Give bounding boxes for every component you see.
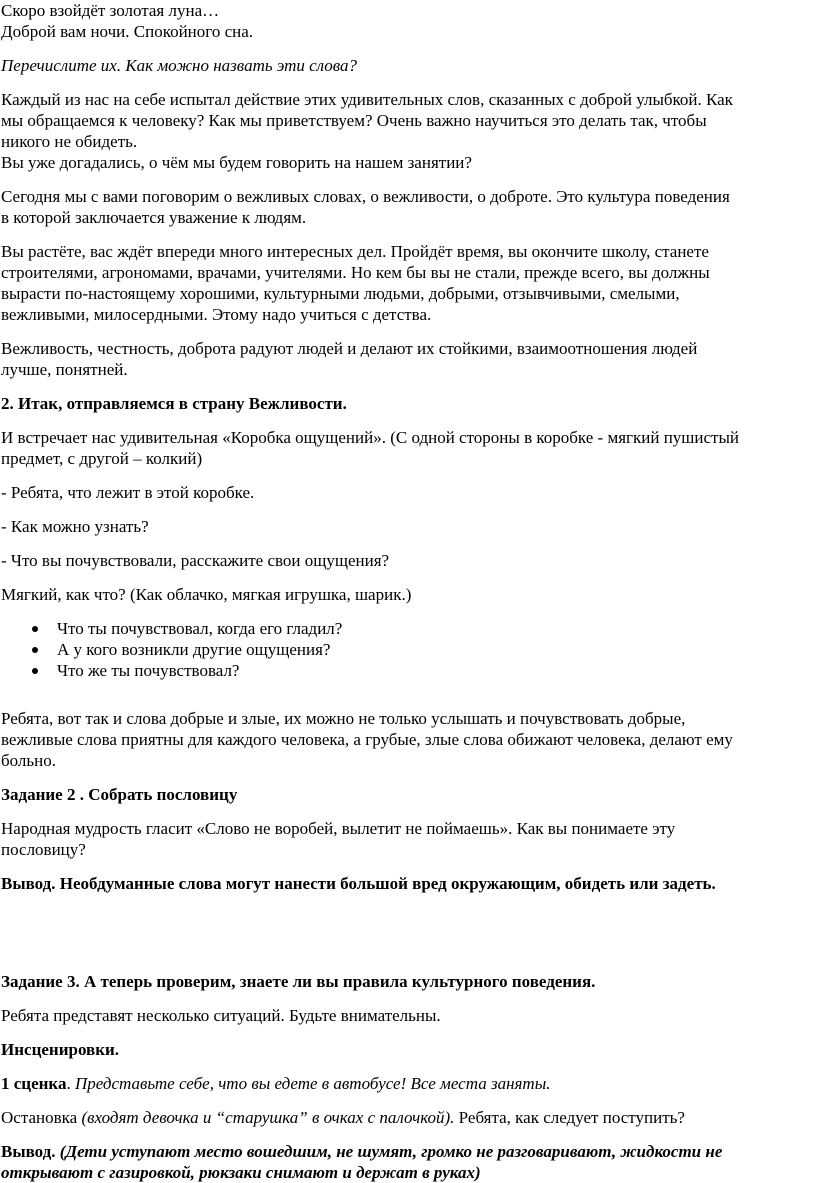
paragraph [1, 241, 816, 325]
stop-direction: (входят девочка и “старушка” в очках с палочкой). [81, 1108, 455, 1127]
conclusion-label: Вывод. [1, 1142, 56, 1161]
question: Перечислите их. Как можно назвать эти слова? [1, 56, 358, 75]
text-line: Ребята, вот так и слова добрые и злые, их можно не только услышать и почувствовать добрые, [1, 709, 686, 728]
text-line: предмет, с другой – колкий) [1, 449, 203, 468]
dialog-line: - Как можно узнать? [1, 517, 149, 536]
poem-line: Доброй вам ночи. Спокойного сна. [1, 22, 254, 41]
text-line: Вы уже догадались, о чём мы будем говорить на нашем занятии? [1, 153, 472, 172]
text-line: мы обращаемся к человеку? Как мы приветствуем? Очень важно научиться это делать так, чтобы [1, 111, 707, 130]
paragraph: Мягкий, как что? (Как облачко, мягкая игрушка, шарик.) [1, 585, 412, 604]
text-line: пословицу? [1, 840, 86, 859]
text-line: Сегодня мы с вами поговорим о вежливых словах, о вежливости, о доброте. Это культура поведения [1, 187, 730, 206]
text-line: Вы растёте, вас ждёт впереди много интересных дел. Пройдёт время, вы окончите школу, станете [1, 242, 709, 261]
text-line: больно. [1, 751, 57, 770]
task-heading: Задание 2 . Собрать пословицу [1, 785, 238, 804]
scene-label: 1 сценка [1, 1074, 67, 1093]
poem-line: Скоро взойдёт золотая луна… [1, 1, 220, 20]
text-line: строителями, агрономами, врачами, учителями. Но кем бы вы не стали, прежде всего, вы должны [1, 263, 710, 282]
conclusion: Вывод. Необдуманные слова могут нанести большой вред окружающим, обидеть или задеть. [1, 874, 716, 893]
conclusion-text: открывают с газировкой, рюкзаки снимают и держат в руках) [1, 1163, 481, 1182]
paragraph: Ребята представят несколько ситуаций. Будьте внимательны. [1, 1006, 441, 1025]
text-line: Вежливость, честность, доброта радуют людей и делают их стойкими, взаимоотношения людей [1, 339, 698, 358]
paragraph [1, 427, 816, 469]
conclusion [1, 1141, 816, 1183]
text-line: в которой заключается уважение к людям. [1, 208, 307, 227]
scene-separator: . [66, 1074, 75, 1093]
staging-heading: Инсценировки. [1, 1040, 120, 1059]
bullet-icon [32, 668, 38, 674]
text-line: вырасти по-настоящему хорошими, культурными людьми, добрыми, отзывчивыми, смелыми, [1, 284, 680, 303]
text-line [1, 1141, 816, 1162]
text-line: вежливые слова приятны для каждого человека, а грубые, злые слова обижают человека, делают ему [1, 730, 733, 749]
scene-line [1, 1073, 816, 1094]
paragraph [1, 338, 816, 380]
bullet-list [1, 618, 816, 681]
paragraph [1, 89, 816, 173]
list-item-text: Что же ты почувствовал? [57, 661, 240, 680]
conclusion-text: (Дети уступают место вошедшим, не шумят, громко не разговаривают, жидкости не [55, 1142, 723, 1161]
text-line: лучше, понятней. [1, 360, 128, 379]
list-item [1, 660, 816, 681]
text-line: И встречает нас удивительная «Коробка ощущений». (С одной стороны в коробке - мягкий пушистый [1, 428, 739, 447]
text-line: Каждый из нас на себе испытал действие этих удивительных слов, сказанных с доброй улыбкой. Как [1, 90, 733, 109]
section-heading: 2. Итак, отправляемся в страну Вежливости. [1, 394, 347, 413]
stop-question: Ребята, как следует поступить? [454, 1108, 685, 1127]
text-line: Народная мудрость гласит «Слово не воробей, вылетит не поймаешь». Как вы понимаете эту [1, 819, 676, 838]
bullet-icon [32, 626, 38, 632]
scene-text: Представьте себе, что вы едете в автобусе! Все места заняты. [74, 1074, 551, 1093]
list-item-text: Что ты почувствовал, когда его гладил? [57, 619, 343, 638]
stop-line [1, 1107, 816, 1128]
text-line: вежливыми, милосердными. Этому надо учиться с детства. [1, 305, 432, 324]
paragraph [1, 818, 816, 860]
stop-lead: Остановка [1, 1108, 82, 1127]
list-item [1, 618, 816, 639]
list-item-text: А у кого возникли другие ощущения? [57, 640, 331, 659]
paragraph [1, 186, 816, 228]
paragraph [1, 708, 816, 771]
bullet-icon [32, 647, 38, 653]
dialog-line: - Ребята, что лежит в этой коробке. [1, 483, 255, 502]
list-item [1, 639, 816, 660]
task-heading: Задание 3. А теперь проверим, знаете ли вы правила культурного поведения. [1, 972, 596, 991]
dialog-line: - Что вы почувствовали, расскажите свои ощущения? [1, 551, 390, 570]
text-line: никого не обидеть. [1, 132, 138, 151]
poem [1, 0, 816, 42]
